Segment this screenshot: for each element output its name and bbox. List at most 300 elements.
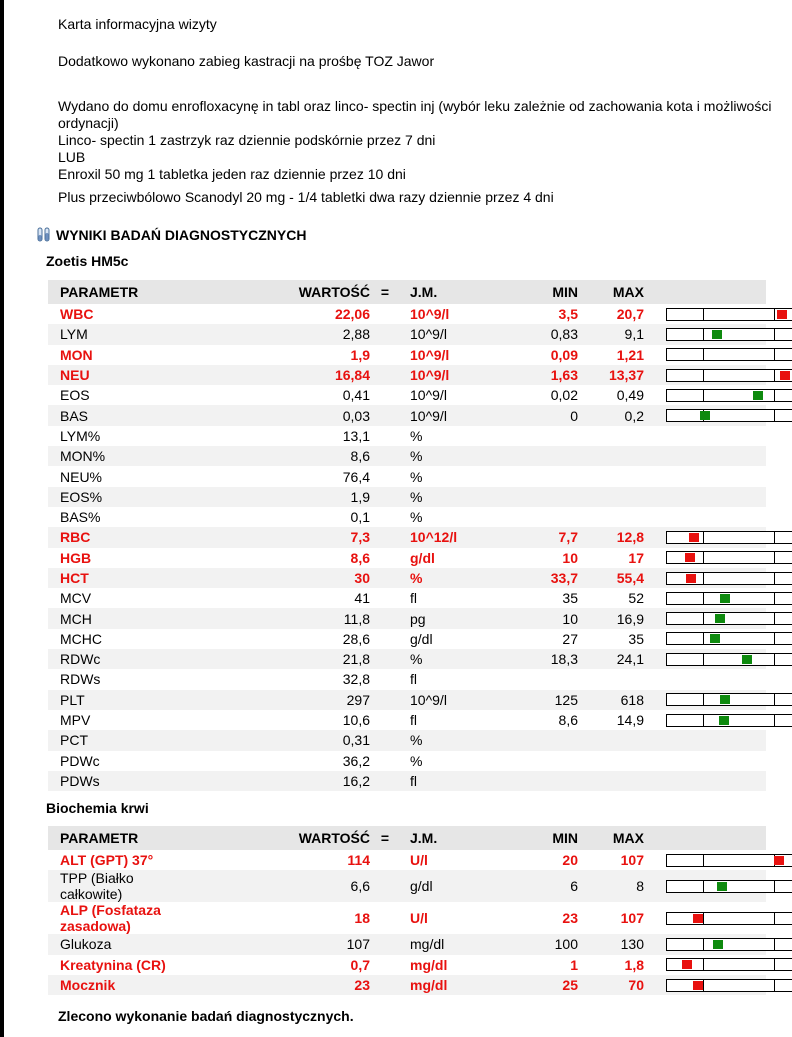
param-name: MCHC: [60, 630, 102, 647]
param-value: 18: [354, 910, 370, 927]
param-eq: [370, 771, 400, 791]
param-value: 28,6: [342, 630, 370, 647]
range-gauge-cell: [644, 608, 766, 628]
gauge-tick: [703, 881, 704, 892]
range-gauge-cell: [644, 426, 766, 446]
table-row: [48, 955, 766, 975]
range-gauge-cell: [644, 975, 766, 995]
gauge-tick: [774, 654, 775, 665]
param-max: 12,8: [578, 527, 644, 547]
param-min: [488, 507, 578, 527]
range-gauge: [666, 369, 792, 382]
range-gauge-cell: [644, 902, 766, 934]
table-row: [48, 934, 766, 954]
gauge-marker: [693, 914, 703, 923]
header-unit: J.M.: [400, 280, 488, 304]
param-min: 20: [562, 852, 578, 869]
param-value: 2,88: [198, 324, 370, 344]
param-value: 8,6: [198, 446, 370, 466]
param-min: 35: [562, 590, 578, 607]
param-name: Kreatynina (CR): [60, 956, 166, 973]
param-max: 35: [628, 630, 644, 647]
paragraph-analgesic: Plus przeciwbólowo Scanodyl 20 mg - 1/4 tabletki dwa razy dziennie przez 4 dni: [58, 189, 554, 205]
table-row: [48, 487, 766, 507]
param-value: 41: [354, 590, 370, 607]
param-max: [578, 487, 644, 507]
left-margin-bar: [0, 0, 4, 1037]
range-gauge: [666, 348, 792, 361]
gauge-marker: [719, 716, 729, 725]
param-min: 0,02: [550, 387, 578, 404]
param-eq: [370, 568, 400, 588]
param-min: 0: [488, 405, 578, 425]
table-row: [48, 730, 766, 750]
range-gauge-cell: [644, 588, 766, 608]
param-max: 13,37: [578, 365, 644, 385]
range-gauge-cell: [644, 507, 766, 527]
header-max: MAX: [578, 826, 644, 850]
param-min: 10: [488, 608, 578, 628]
param-name: Glukoza: [48, 934, 198, 954]
param-min: [488, 466, 578, 486]
param-eq: [370, 466, 400, 486]
param-min: 8,6: [558, 712, 578, 729]
gauge-tick: [774, 552, 775, 563]
gauge-tick: [774, 532, 775, 543]
param-min: [488, 487, 578, 507]
range-gauge-cell: [644, 324, 766, 344]
header-value: WARTOŚĆ: [198, 826, 370, 850]
range-gauge: [666, 308, 792, 321]
param-max: [578, 426, 644, 446]
param-min: 3,5: [558, 306, 578, 323]
table-row: [48, 771, 766, 791]
param-unit: %: [400, 730, 488, 750]
gauge-tick: [703, 573, 704, 584]
header-max: MAX: [578, 280, 644, 304]
param-unit: fl: [400, 771, 488, 791]
gauge-tick: [774, 613, 775, 624]
param-max: [578, 507, 644, 527]
gauge-tick: [774, 370, 775, 381]
param-max: 24,1: [578, 649, 644, 669]
header-min: MIN: [488, 280, 578, 304]
range-gauge-cell: [644, 304, 766, 324]
gauge-marker: [777, 310, 787, 319]
gauge-tick: [774, 959, 775, 970]
param-eq: [370, 405, 400, 425]
section-title-text: WYNIKI BADAŃ DIAGNOSTYCZNYCH: [56, 227, 307, 243]
gauge-tick: [703, 959, 704, 970]
param-unit: 10^9/l: [410, 346, 450, 363]
range-gauge: [666, 551, 792, 564]
param-eq: [370, 690, 400, 710]
gauge-marker: [712, 330, 722, 339]
param-eq: [370, 446, 400, 466]
param-name: ALP (Fosfataza zasadowa): [60, 902, 161, 935]
gauge-tick: [703, 329, 704, 340]
header-gauge: [644, 280, 766, 304]
paragraph-medication: [58, 98, 773, 183]
param-min: 25: [488, 975, 578, 995]
param-name: NEU%: [60, 468, 103, 485]
table-row: [48, 405, 766, 425]
biochemistry-title: Biochemia krwi: [46, 800, 149, 816]
param-name: MPV: [60, 712, 91, 729]
gauge-tick: [774, 573, 775, 584]
param-value: 16,2: [198, 771, 370, 791]
param-name: MCH: [48, 608, 198, 628]
range-gauge: [666, 389, 792, 402]
param-eq: [370, 365, 400, 385]
param-max: 0,49: [616, 387, 644, 404]
param-max: 9,1: [578, 324, 644, 344]
param-min: [488, 426, 578, 446]
med-line: ordynacji): [58, 115, 119, 131]
param-max: [578, 446, 644, 466]
param-max: 1,21: [616, 346, 644, 363]
range-gauge-cell: [644, 548, 766, 568]
param-name: BAS: [48, 405, 198, 425]
table-row: [48, 304, 766, 324]
gauge-tick: [774, 593, 775, 604]
param-max: 70: [578, 975, 644, 995]
param-name: PDWs: [48, 771, 198, 791]
param-unit: 10^9/l: [400, 690, 488, 710]
param-eq: [370, 588, 400, 608]
param-value: 76,4: [342, 468, 370, 485]
param-eq: [370, 629, 400, 649]
range-gauge-cell: [644, 649, 766, 669]
table-row: [48, 548, 766, 568]
param-value: 0,03: [198, 405, 370, 425]
param-min: 100: [488, 934, 578, 954]
param-unit: mg/dl: [400, 934, 488, 954]
gauge-tick: [774, 913, 775, 924]
table-row: [48, 588, 766, 608]
table-row: [48, 690, 766, 710]
gauge-marker: [693, 981, 703, 990]
gauge-tick: [703, 552, 704, 563]
range-gauge: [666, 714, 792, 727]
gauge-marker: [717, 882, 727, 891]
header-param: PARAMETR: [48, 280, 198, 304]
gauge-marker: [686, 574, 696, 583]
param-name: WBC: [60, 306, 94, 323]
table-row: [48, 751, 766, 771]
param-max: [578, 669, 644, 689]
param-value: 107: [198, 934, 370, 954]
header-min: MIN: [488, 826, 578, 850]
param-max: 618: [578, 690, 644, 710]
param-unit: 10^9/l: [400, 365, 488, 385]
gauge-marker: [774, 856, 784, 865]
param-unit: g/dl: [400, 870, 488, 902]
med-line: Enroxil 50 mg 1 tabletka jeden raz dziennie przez 10 dni: [58, 166, 406, 182]
gauge-marker: [753, 391, 763, 400]
gauge-tick: [774, 980, 775, 991]
range-gauge-cell: [644, 690, 766, 710]
range-gauge: [666, 854, 792, 867]
param-unit: 10^12/l: [400, 527, 488, 547]
param-max: [578, 751, 644, 771]
param-value: 1,9: [350, 346, 370, 363]
param-unit: 10^9/l: [410, 306, 450, 323]
param-name: PLT: [48, 690, 198, 710]
param-min: [488, 751, 578, 771]
range-gauge-cell: [644, 527, 766, 547]
param-max: 0,2: [578, 405, 644, 425]
med-line: LUB: [58, 149, 86, 165]
paragraph-castration: Dodatkowo wykonano zabieg kastracji na prośbę TOZ Jawor: [58, 53, 435, 69]
param-unit: g/dl: [410, 549, 435, 566]
param-unit: %: [400, 487, 488, 507]
range-gauge: [666, 693, 792, 706]
gauge-marker: [700, 411, 710, 420]
header-gauge: [644, 826, 766, 850]
table-row: [48, 385, 766, 405]
param-max: 20,7: [616, 306, 644, 323]
gauge-tick: [774, 881, 775, 892]
table-row: [48, 710, 766, 730]
param-value: 1,9: [198, 487, 370, 507]
param-value: 36,2: [342, 752, 370, 769]
gauge-marker: [720, 695, 730, 704]
param-max: [578, 466, 644, 486]
param-eq: [370, 527, 400, 547]
range-gauge: [666, 328, 792, 341]
param-value: 32,8: [342, 671, 370, 688]
gauge-tick: [774, 633, 775, 644]
section-title: [36, 227, 306, 243]
param-name: RDWs: [60, 671, 101, 688]
gauge-tick: [774, 329, 775, 340]
table-row: [48, 365, 766, 385]
param-min: 1,63: [488, 365, 578, 385]
gauge-tick: [703, 633, 704, 644]
param-value: 114: [347, 852, 370, 869]
param-eq: [370, 955, 400, 975]
param-max: 8: [578, 870, 644, 902]
gauge-tick: [703, 855, 704, 866]
param-name: NEU: [48, 365, 198, 385]
param-max: 52: [628, 590, 644, 607]
med-line: Linco- spectin 1 zastrzyk raz dziennie podskórnie przez 7 dni: [58, 132, 436, 148]
gauge-tick: [703, 694, 704, 705]
table-row: [48, 507, 766, 527]
param-value: 30: [198, 568, 370, 588]
header-value: WARTOŚĆ: [198, 280, 370, 304]
param-name: Mocznik: [48, 975, 198, 995]
param-eq: [370, 304, 400, 324]
table-row: [48, 669, 766, 689]
param-value: 22,06: [334, 306, 370, 323]
param-name: ALT (GPT) 37°: [60, 852, 154, 869]
gauge-tick: [774, 309, 775, 320]
param-min: 6: [488, 870, 578, 902]
table-row: [48, 975, 766, 995]
range-gauge-cell: [644, 385, 766, 405]
gauge-tick: [774, 410, 775, 421]
range-gauge-cell: [644, 629, 766, 649]
table-header-row: [48, 280, 766, 304]
param-eq: [370, 385, 400, 405]
param-eq: [370, 548, 400, 568]
param-value: 0,7: [350, 956, 370, 973]
param-min: [488, 771, 578, 791]
param-name: LYM: [48, 324, 198, 344]
range-gauge: [666, 958, 792, 971]
range-gauge-cell: [644, 934, 766, 954]
param-min: 1: [570, 956, 578, 973]
gauge-marker: [713, 940, 723, 949]
param-name: RBC: [48, 527, 198, 547]
param-unit: pg: [400, 608, 488, 628]
range-gauge: [666, 409, 792, 422]
param-unit: %: [400, 649, 488, 669]
param-name: MON: [60, 346, 93, 363]
hematology-title: Zoetis HM5c: [46, 253, 129, 269]
range-gauge: [666, 531, 792, 544]
test-tubes-icon: [36, 227, 52, 243]
table-row: [48, 446, 766, 466]
param-min: [488, 446, 578, 466]
range-gauge-cell: [644, 870, 766, 902]
param-min: 7,7: [488, 527, 578, 547]
param-unit: %: [410, 427, 423, 444]
param-max: 17: [628, 549, 644, 566]
param-name: BAS%: [60, 509, 101, 526]
gauge-tick: [774, 939, 775, 950]
header-param: PARAMETR: [48, 826, 198, 850]
range-gauge-cell: [644, 487, 766, 507]
param-unit: %: [400, 446, 488, 466]
param-unit: mg/dl: [400, 975, 488, 995]
param-unit: U/l: [410, 852, 428, 869]
range-gauge-cell: [644, 669, 766, 689]
param-value: 21,8: [198, 649, 370, 669]
param-max: 130: [578, 934, 644, 954]
table-row: [48, 568, 766, 588]
gauge-tick: [774, 715, 775, 726]
gauge-tick: [774, 390, 775, 401]
range-gauge: [666, 938, 792, 951]
gauge-tick: [703, 715, 704, 726]
param-unit: fl: [410, 712, 417, 729]
range-gauge-cell: [644, 345, 766, 365]
range-gauge: [666, 912, 792, 925]
table-row: [48, 466, 766, 486]
param-min: 0,09: [550, 346, 578, 363]
gauge-tick: [703, 390, 704, 401]
param-max: [578, 771, 644, 791]
param-value: 0,31: [198, 730, 370, 750]
param-eq: [370, 649, 400, 669]
param-unit: %: [400, 568, 488, 588]
param-value: 0,41: [342, 387, 370, 404]
param-value: 7,3: [198, 527, 370, 547]
range-gauge-cell: [644, 955, 766, 975]
range-gauge-cell: [644, 446, 766, 466]
param-name: RDWc: [48, 649, 198, 669]
gauge-marker: [689, 533, 699, 542]
range-gauge-cell: [644, 365, 766, 385]
table-row: [48, 629, 766, 649]
param-eq: [370, 345, 400, 365]
param-min: 0,83: [488, 324, 578, 344]
param-unit: fl: [410, 671, 417, 688]
param-unit: mg/dl: [410, 956, 448, 973]
range-gauge-cell: [644, 730, 766, 750]
param-unit: 10^9/l: [400, 324, 488, 344]
table-row: [48, 324, 766, 344]
param-eq: [370, 669, 400, 689]
param-name: EOS: [60, 387, 90, 404]
range-gauge-cell: [644, 466, 766, 486]
table-row: [48, 345, 766, 365]
param-name: HCT: [48, 568, 198, 588]
med-line: Wydano do domu enrofloxacynę in tabl oraz linco- spectin inj (wybór leku zależnie od zachowania kota i możliwości: [58, 98, 772, 114]
param-max: 16,9: [578, 608, 644, 628]
gauge-marker: [780, 371, 790, 380]
header-eq: =: [370, 826, 400, 850]
range-gauge: [666, 592, 792, 605]
param-min: 125: [488, 690, 578, 710]
range-gauge-cell: [644, 771, 766, 791]
range-gauge: [666, 572, 792, 585]
param-value: 8,6: [350, 549, 370, 566]
table-row: [48, 426, 766, 446]
range-gauge: [666, 653, 792, 666]
param-unit: fl: [410, 590, 417, 607]
param-name: TPP (Białko całkowite): [48, 870, 198, 902]
param-max: 107: [620, 852, 644, 869]
param-min: 27: [562, 630, 578, 647]
param-value: 23: [198, 975, 370, 995]
param-eq: [370, 608, 400, 628]
param-eq: [370, 426, 400, 446]
gauge-marker: [715, 614, 725, 623]
param-eq: [370, 850, 400, 870]
header-eq: =: [370, 280, 400, 304]
param-min: 10: [562, 549, 578, 566]
param-max: 14,9: [616, 712, 644, 729]
param-unit: g/dl: [410, 630, 433, 647]
param-min: 33,7: [488, 568, 578, 588]
param-eq: [370, 751, 400, 771]
doc-title: Karta informacyjna wizyty: [58, 16, 217, 32]
table-row: [48, 649, 766, 669]
param-value: 6,6: [198, 870, 370, 902]
range-gauge-cell: [644, 710, 766, 730]
gauge-tick: [703, 593, 704, 604]
param-name: MCV: [60, 590, 92, 607]
gauge-marker: [720, 594, 730, 603]
param-eq: [370, 870, 400, 902]
gauge-tick: [703, 370, 704, 381]
param-eq: [370, 487, 400, 507]
param-eq: [370, 324, 400, 344]
param-max: 107: [620, 910, 644, 927]
param-name: LYM%: [60, 427, 101, 444]
table-row: [48, 527, 766, 547]
range-gauge-cell: [644, 850, 766, 870]
param-unit: 10^9/l: [400, 405, 488, 425]
footer-note: Zlecono wykonanie badań diagnostycznych.: [58, 1008, 354, 1024]
param-min: 23: [562, 910, 578, 927]
param-min: 18,3: [488, 649, 578, 669]
range-gauge-cell: [644, 751, 766, 771]
